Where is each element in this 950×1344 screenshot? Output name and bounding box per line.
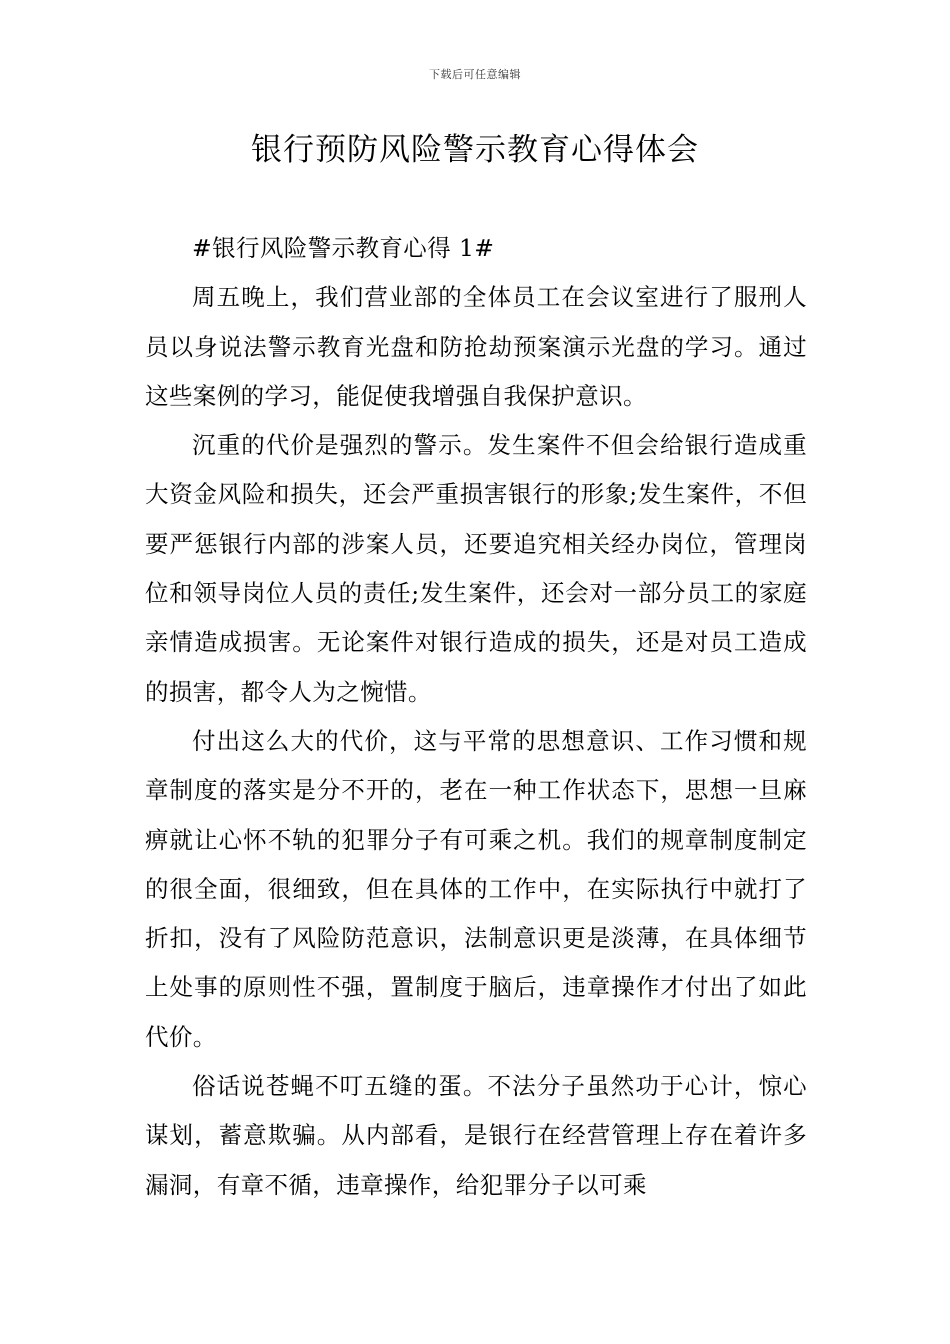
body-paragraph: 周五晚上，我们营业部的全体员工在会议室进行了服刑人员以身说法警示教育光盘和防抢劫预案演示光盘的学习。通过这些案例的学习，能促使我增强自我保护意识。	[145, 283, 807, 410]
body-paragraph: 俗话说苍蝇不叮五缝的蛋。不法分子虽然功于心计，惊心谋划，蓄意欺骗。从内部看，是银行在经营管理上存在着许多漏洞，有章不循，违章操作，给犯罪分子以可乘	[145, 1072, 807, 1199]
section-heading: #银行风险警示教育心得 1#	[192, 234, 495, 262]
body-paragraph: 付出这么大的代价，这与平常的思想意识、工作习惯和规章制度的落实是分不开的，老在一种工作状态下，思想一旦麻痹就让心怀不轨的犯罪分子有可乘之机。我们的规章制度制定的很全面，很细致，但在具体的工作中，在实际执行中就打了折扣，没有了风险防范意识，法制意识更是淡薄，在具体细节上处事的原则性不强，置制度于脑后，违章操作才付出了如此代价。	[145, 726, 807, 1051]
body-paragraph: 沉重的代价是强烈的警示。发生案件不但会给银行造成重大资金风险和损失，还会严重损害银行的形象;发生案件，不但要严惩银行内部的涉案人员，还要追究相关经办岗位，管理岗位和领导岗位人员的责任;发生案件，还会对一部分员工的家庭亲情造成损害。无论案件对银行造成的损失，还是对员工造成的损害，都令人为之惋惜。	[145, 431, 807, 706]
document-body	[145, 224, 807, 1210]
document-title: 银行预防风险警示教育心得体会	[251, 132, 699, 168]
header-note: 下载后可任意编辑	[429, 68, 521, 81]
